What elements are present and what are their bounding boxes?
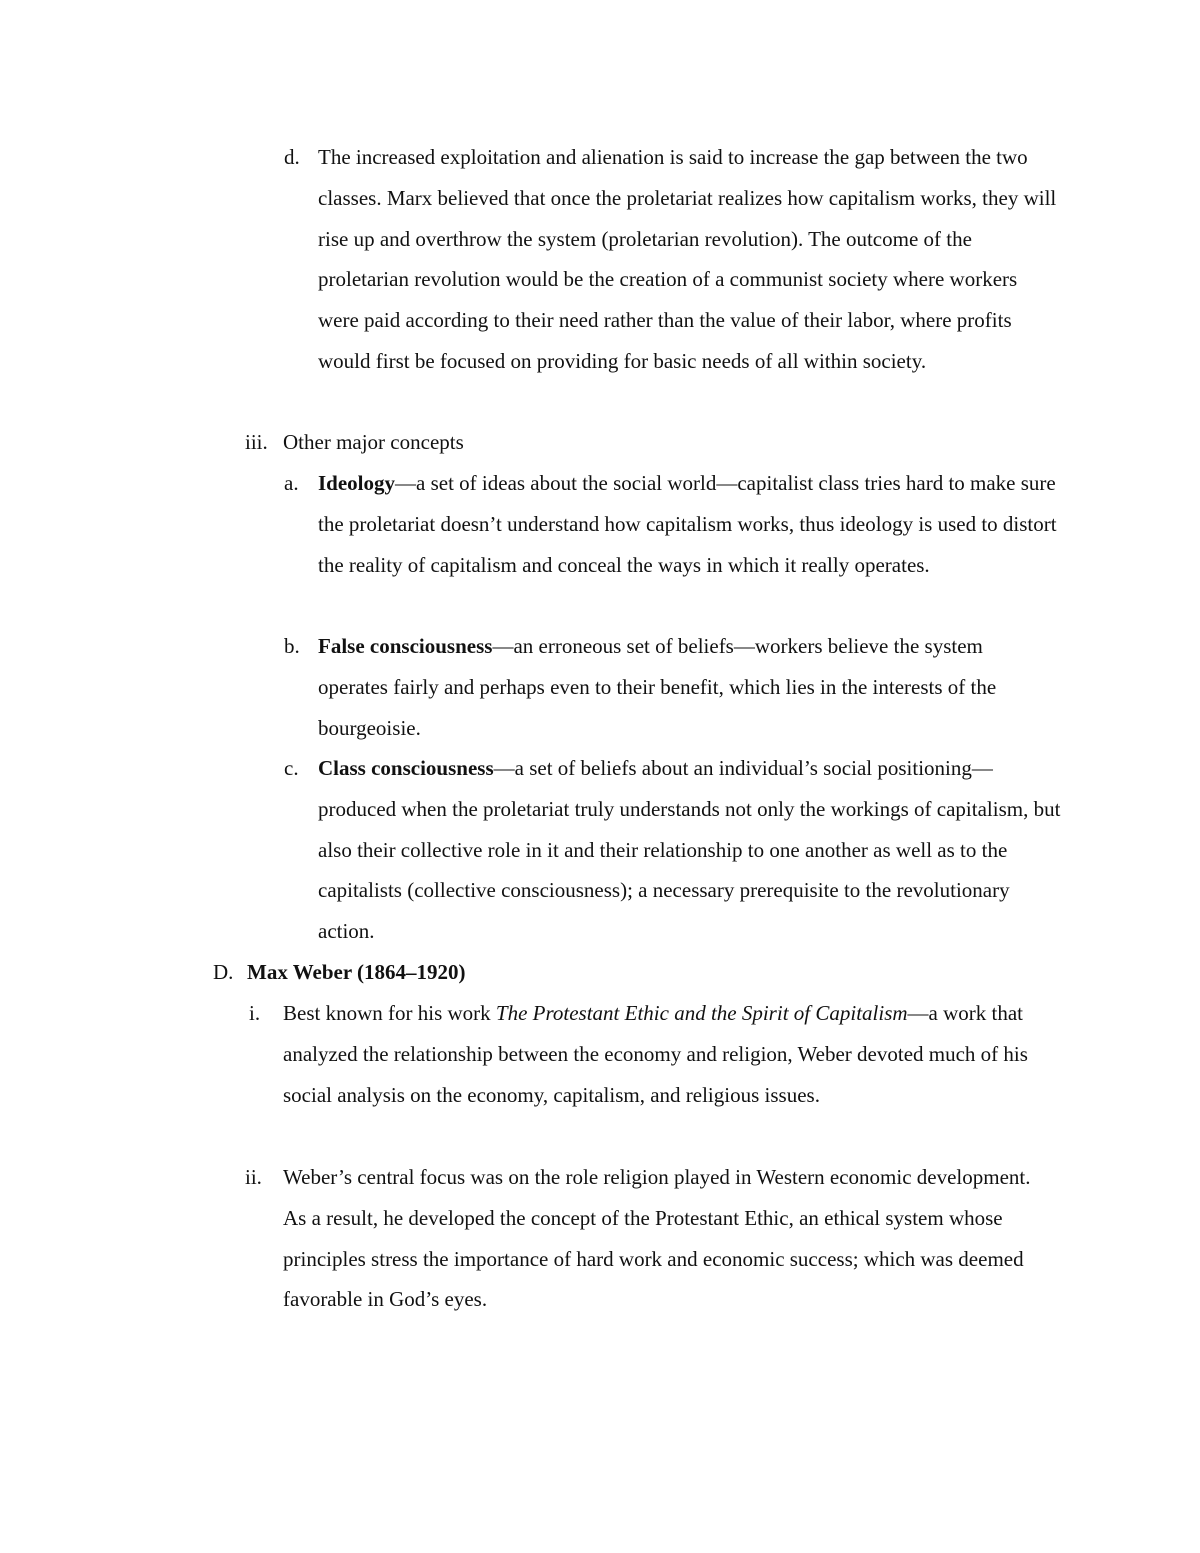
paragraph-text: Weber’s central focus was on the role religion played in Western economic development. As a result, he developed the concept of the Protestant Ethic, an ethical system whose principles stress the importance of hard work and economic success; which was deemed favorable in God’s eyes. — [283, 1165, 1031, 1312]
section-heading-max-weber — [213, 952, 1007, 993]
text-after-title: —a work that analyzed the relationship between the economy and religion, Weber devoted much of his social analysis on the economy, capitalism, and religious issues. — [283, 1001, 1028, 1107]
term-ideology: Ideology — [318, 471, 396, 495]
list-item-i — [249, 993, 1053, 1115]
term-class-consciousness: Class consciousness — [318, 756, 494, 780]
paragraph-text — [283, 993, 1053, 1115]
paragraph-text — [318, 626, 1058, 748]
list-item-ii — [245, 1157, 1053, 1320]
term-false-consciousness: False consciousness — [318, 634, 493, 658]
list-marker: d. — [284, 145, 300, 169]
list-item-d — [284, 137, 1058, 382]
list-item-iii — [245, 422, 1023, 463]
list-marker: ii. — [245, 1165, 262, 1189]
list-marker: D. — [213, 960, 234, 984]
list-item-false-consciousness — [284, 626, 1058, 748]
list-item-class-consciousness — [284, 748, 1063, 952]
text-before-title: Best known for his work — [283, 1001, 496, 1025]
paragraph-text: Other major concepts — [283, 430, 464, 454]
list-item-ideology — [284, 463, 1058, 585]
definition-text: —an erroneous set of beliefs—workers believe the system operates fairly and perhaps even to their benefit, which lies in the interests of the bourgeoisie. — [318, 634, 997, 740]
heading-text: Max Weber (1864–1920) — [247, 960, 466, 984]
list-marker: b. — [284, 634, 300, 658]
list-marker: iii. — [245, 430, 268, 454]
list-marker: c. — [284, 756, 299, 780]
paragraph-text — [318, 748, 1063, 952]
paragraph-text — [318, 463, 1058, 585]
definition-text: —a set of beliefs about an individual’s social positioning—produced when the proletariat truly understands not only the workings of capitalism, but also their collective role in it and their relationship to one another as well as to the capitalists (collective consciousness); a necessary prerequisite to the revolutionary action. — [318, 756, 1061, 944]
list-marker: a. — [284, 471, 299, 495]
book-title: The Protestant Ethic and the Spirit of Capitalism — [495, 1001, 908, 1025]
definition-text: —a set of ideas about the social world—capitalist class tries hard to make sure the proletariat doesn’t understand how capitalism works, thus ideology is used to distort the reality of capitalism and conceal the ways in which it really operates. — [318, 471, 1057, 577]
paragraph-text: The increased exploitation and alienation is said to increase the gap between the two classes. Marx believed that once the proletariat realizes how capitalism works, they will rise up and overthrow the system (proletarian revolution). The outcome of the proletarian revolution would be the creation of a communist society where workers were paid according to their need rather than the value of their labor, where profits would first be focused on providing for basic needs of all within society. — [318, 145, 1057, 373]
list-marker: i. — [249, 1001, 261, 1025]
